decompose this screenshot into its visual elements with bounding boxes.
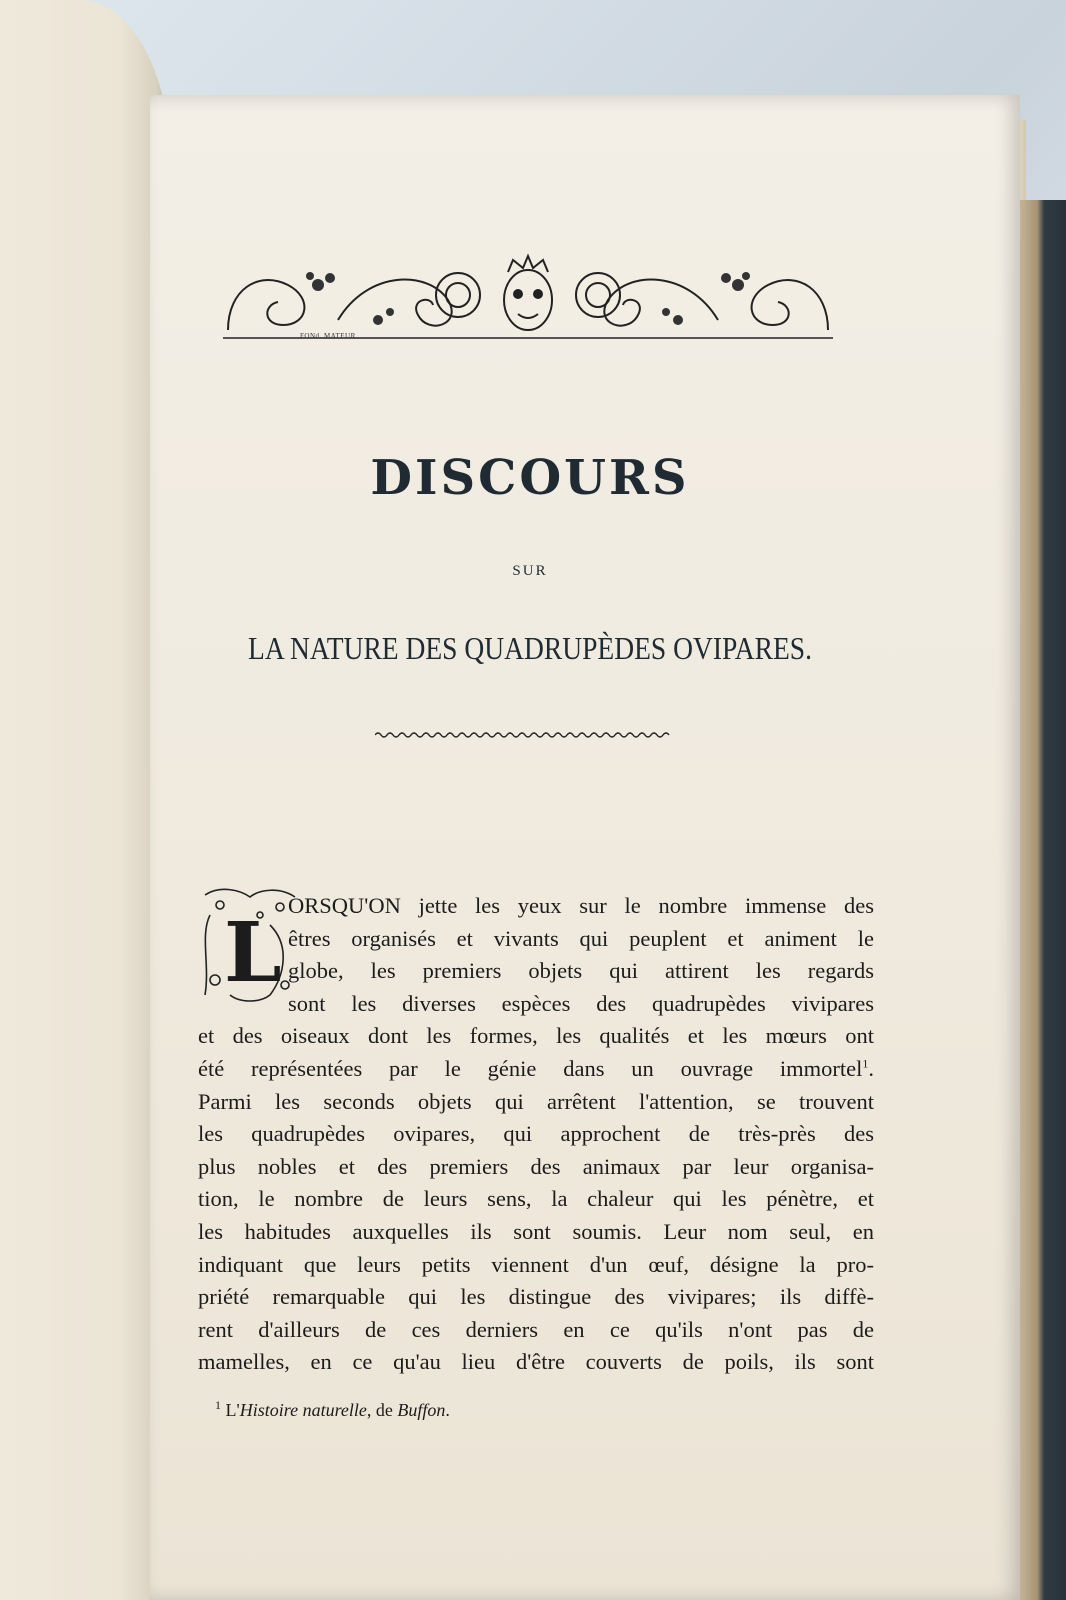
body-line: été représentées par le génie dans un ouvrage immortel$^1$.: [198, 1055, 874, 1081]
body-line: êtres organisés et vivants qui peuplent et animent le: [288, 925, 874, 951]
body-line: tion, le nombre de leurs sens, la chaleur qui les pénètre, et: [198, 1186, 874, 1212]
page-subtitle: LA NATURE DES QUADRUPÈDES OVIPARES.: [248, 630, 812, 666]
body-line: priété remarquable qui les distingue des vivipares; ils diffè-: [198, 1284, 874, 1310]
mask-face: [504, 256, 552, 330]
body-paragraph: [198, 890, 874, 1379]
body-line: et des oiseaux dont les formes, les qualités et les mœurs ont: [198, 1023, 874, 1049]
footnote-author: Buffon: [397, 1400, 446, 1420]
body-line: ORSQU'ON jette les yeux sur le nombre immense des: [288, 893, 874, 918]
footnote-marker: 1: [215, 1398, 221, 1412]
page-title: DISCOURS: [370, 450, 690, 506]
left-page: [0, 0, 170, 1600]
footnote-work: Histoire naturelle: [239, 1400, 367, 1420]
body-line: globe, les premiers objets qui attirent les regards: [288, 958, 874, 984]
title-connector: SUR: [512, 563, 548, 579]
footnote-ref: 1: [862, 1056, 869, 1071]
dropcap-letter: L: [224, 905, 282, 1001]
body-line: Parmi les seconds objets qui arrêtent l'attention, se trouvent: [198, 1088, 874, 1114]
footnote-prefix: L': [225, 1400, 240, 1420]
body-line: sont les diverses espèces des quadrupèdes vivipares: [288, 990, 874, 1016]
wavy-rule: [375, 730, 670, 740]
engraver-signature: FONd. MATEUR.: [300, 332, 359, 340]
body-line: les habitudes auxquelles ils sont soumis. Leur nom seul, en: [198, 1218, 874, 1244]
body-line: indiquant que leurs petits viennent d'un œuf, désigne la pro-: [198, 1251, 874, 1277]
book-cover-edge: [1018, 200, 1066, 1600]
body-line: plus nobles et des premiers des animaux par leur organisa-: [198, 1153, 874, 1179]
footnote: [215, 1400, 450, 1421]
body-line: les quadrupèdes ovipares, qui approchent de très-près des: [198, 1121, 874, 1147]
body-line: mamelles, en ce qu'au lieu d'être couverts de poils, ils sont: [198, 1349, 874, 1375]
body-line-text: été représentées par le génie dans un ouvrage immortel: [198, 1055, 863, 1081]
book-page: [150, 95, 1020, 1600]
footnote-end: .: [445, 1400, 450, 1420]
headpiece-ornament: [218, 250, 838, 345]
body-line: rent d'ailleurs de ces derniers en ce qu'ils n'ont pas de: [198, 1316, 874, 1342]
footnote-sep: , de: [366, 1400, 398, 1420]
